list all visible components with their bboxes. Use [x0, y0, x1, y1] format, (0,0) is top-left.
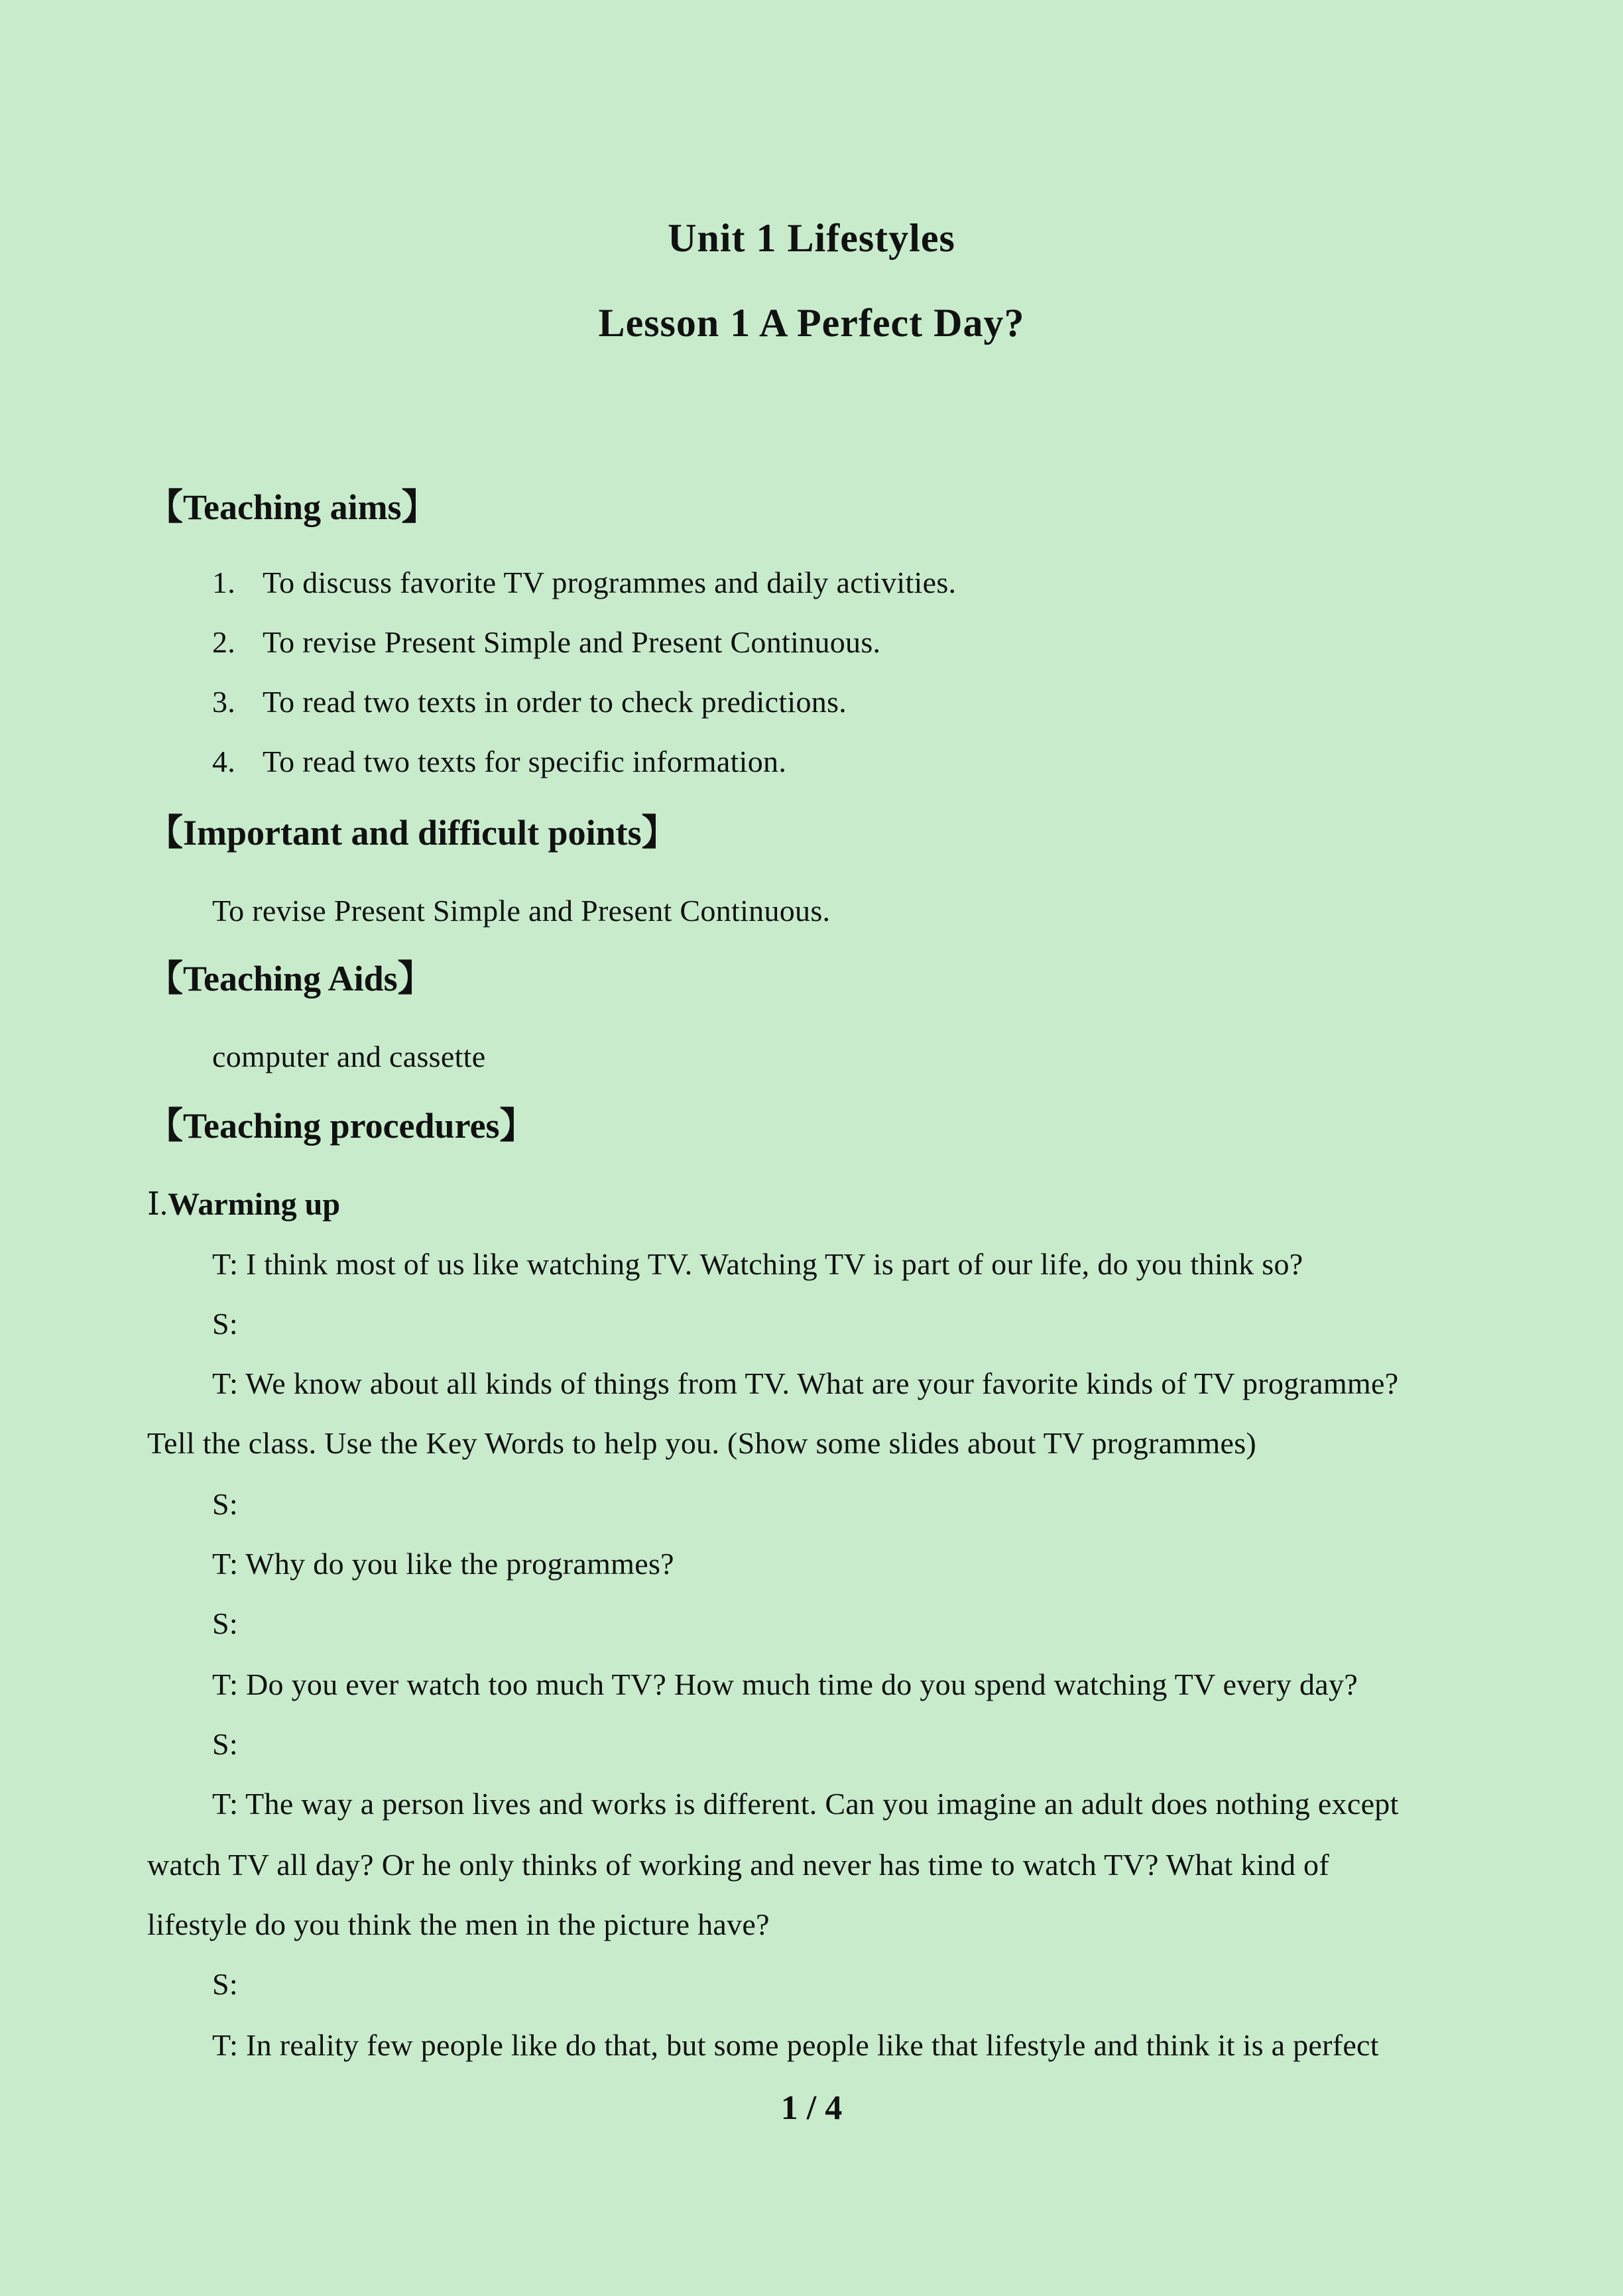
aim-text: To discuss favorite TV programmes and daily activities. [263, 566, 957, 599]
aim-item [212, 625, 880, 660]
aim-number: 2. [212, 625, 236, 659]
lesson-title: Lesson 1 A Perfect Day? [598, 301, 1025, 345]
aim-number: 3. [212, 685, 236, 719]
warming-up-heading [147, 1185, 340, 1223]
teaching-aims-heading: 【Teaching aims】 [147, 487, 438, 527]
aim-text: To revise Present Simple and Present Continuous. [263, 625, 881, 659]
dialogue-line: S: [212, 1606, 238, 1640]
teaching-aids-heading: 【Teaching Aids】 [147, 959, 434, 998]
dialogue-line: lifestyle do you think the men in the picture have? [147, 1907, 770, 1941]
dialogue-line: T: Do you ever watch too much TV? How much time do you spend watching TV every day? [212, 1667, 1358, 1701]
dialogue-line: S: [212, 1487, 238, 1521]
dialogue-line: T: I think most of us like watching TV. Watching TV is part of our life, do you think so? [212, 1247, 1303, 1281]
dialogue-line: S: [212, 1967, 238, 2001]
dialogue-line: T: Why do you like the programmes? [212, 1547, 674, 1581]
dialogue-line: watch TV all day? Or he only thinks of working and never has time to watch TV? What kind of [147, 1848, 1329, 1882]
warming-up-label: Warming up [167, 1187, 341, 1222]
aim-number: 1. [212, 566, 236, 599]
aim-item [212, 684, 847, 719]
aim-text: To read two texts in order to check predictions. [263, 685, 847, 719]
important-points-heading: 【Important and difficult points】 [147, 813, 678, 853]
page-number: 1 / 4 [780, 2089, 843, 2127]
aim-item [212, 565, 956, 600]
aim-item [212, 744, 786, 779]
warming-up-number: Ⅰ. [147, 1187, 168, 1222]
unit-title: Unit 1 Lifestyles [668, 216, 955, 260]
dialogue-line: S: [212, 1307, 238, 1341]
aim-number: 4. [212, 745, 236, 778]
teaching-aids-text: computer and cassette [212, 1040, 486, 1073]
dialogue-line: Tell the class. Use the Key Words to help you. (Show some slides about TV programmes) [147, 1426, 1257, 1460]
dialogue-line: S: [212, 1727, 238, 1761]
teaching-procedures-heading: 【Teaching procedures】 [147, 1106, 536, 1146]
dialogue-line: T: We know about all kinds of things from TV. What are your favorite kinds of TV programme? [212, 1366, 1399, 1400]
aim-text: To read two texts for specific information. [263, 745, 787, 778]
dialogue-line: T: The way a person lives and works is different. Can you imagine an adult does nothing except [212, 1787, 1399, 1821]
dialogue-line: T: In reality few people like do that, but some people like that lifestyle and think it is a perfect [212, 2028, 1379, 2062]
important-points-text: To revise Present Simple and Present Continuous. [212, 894, 831, 928]
